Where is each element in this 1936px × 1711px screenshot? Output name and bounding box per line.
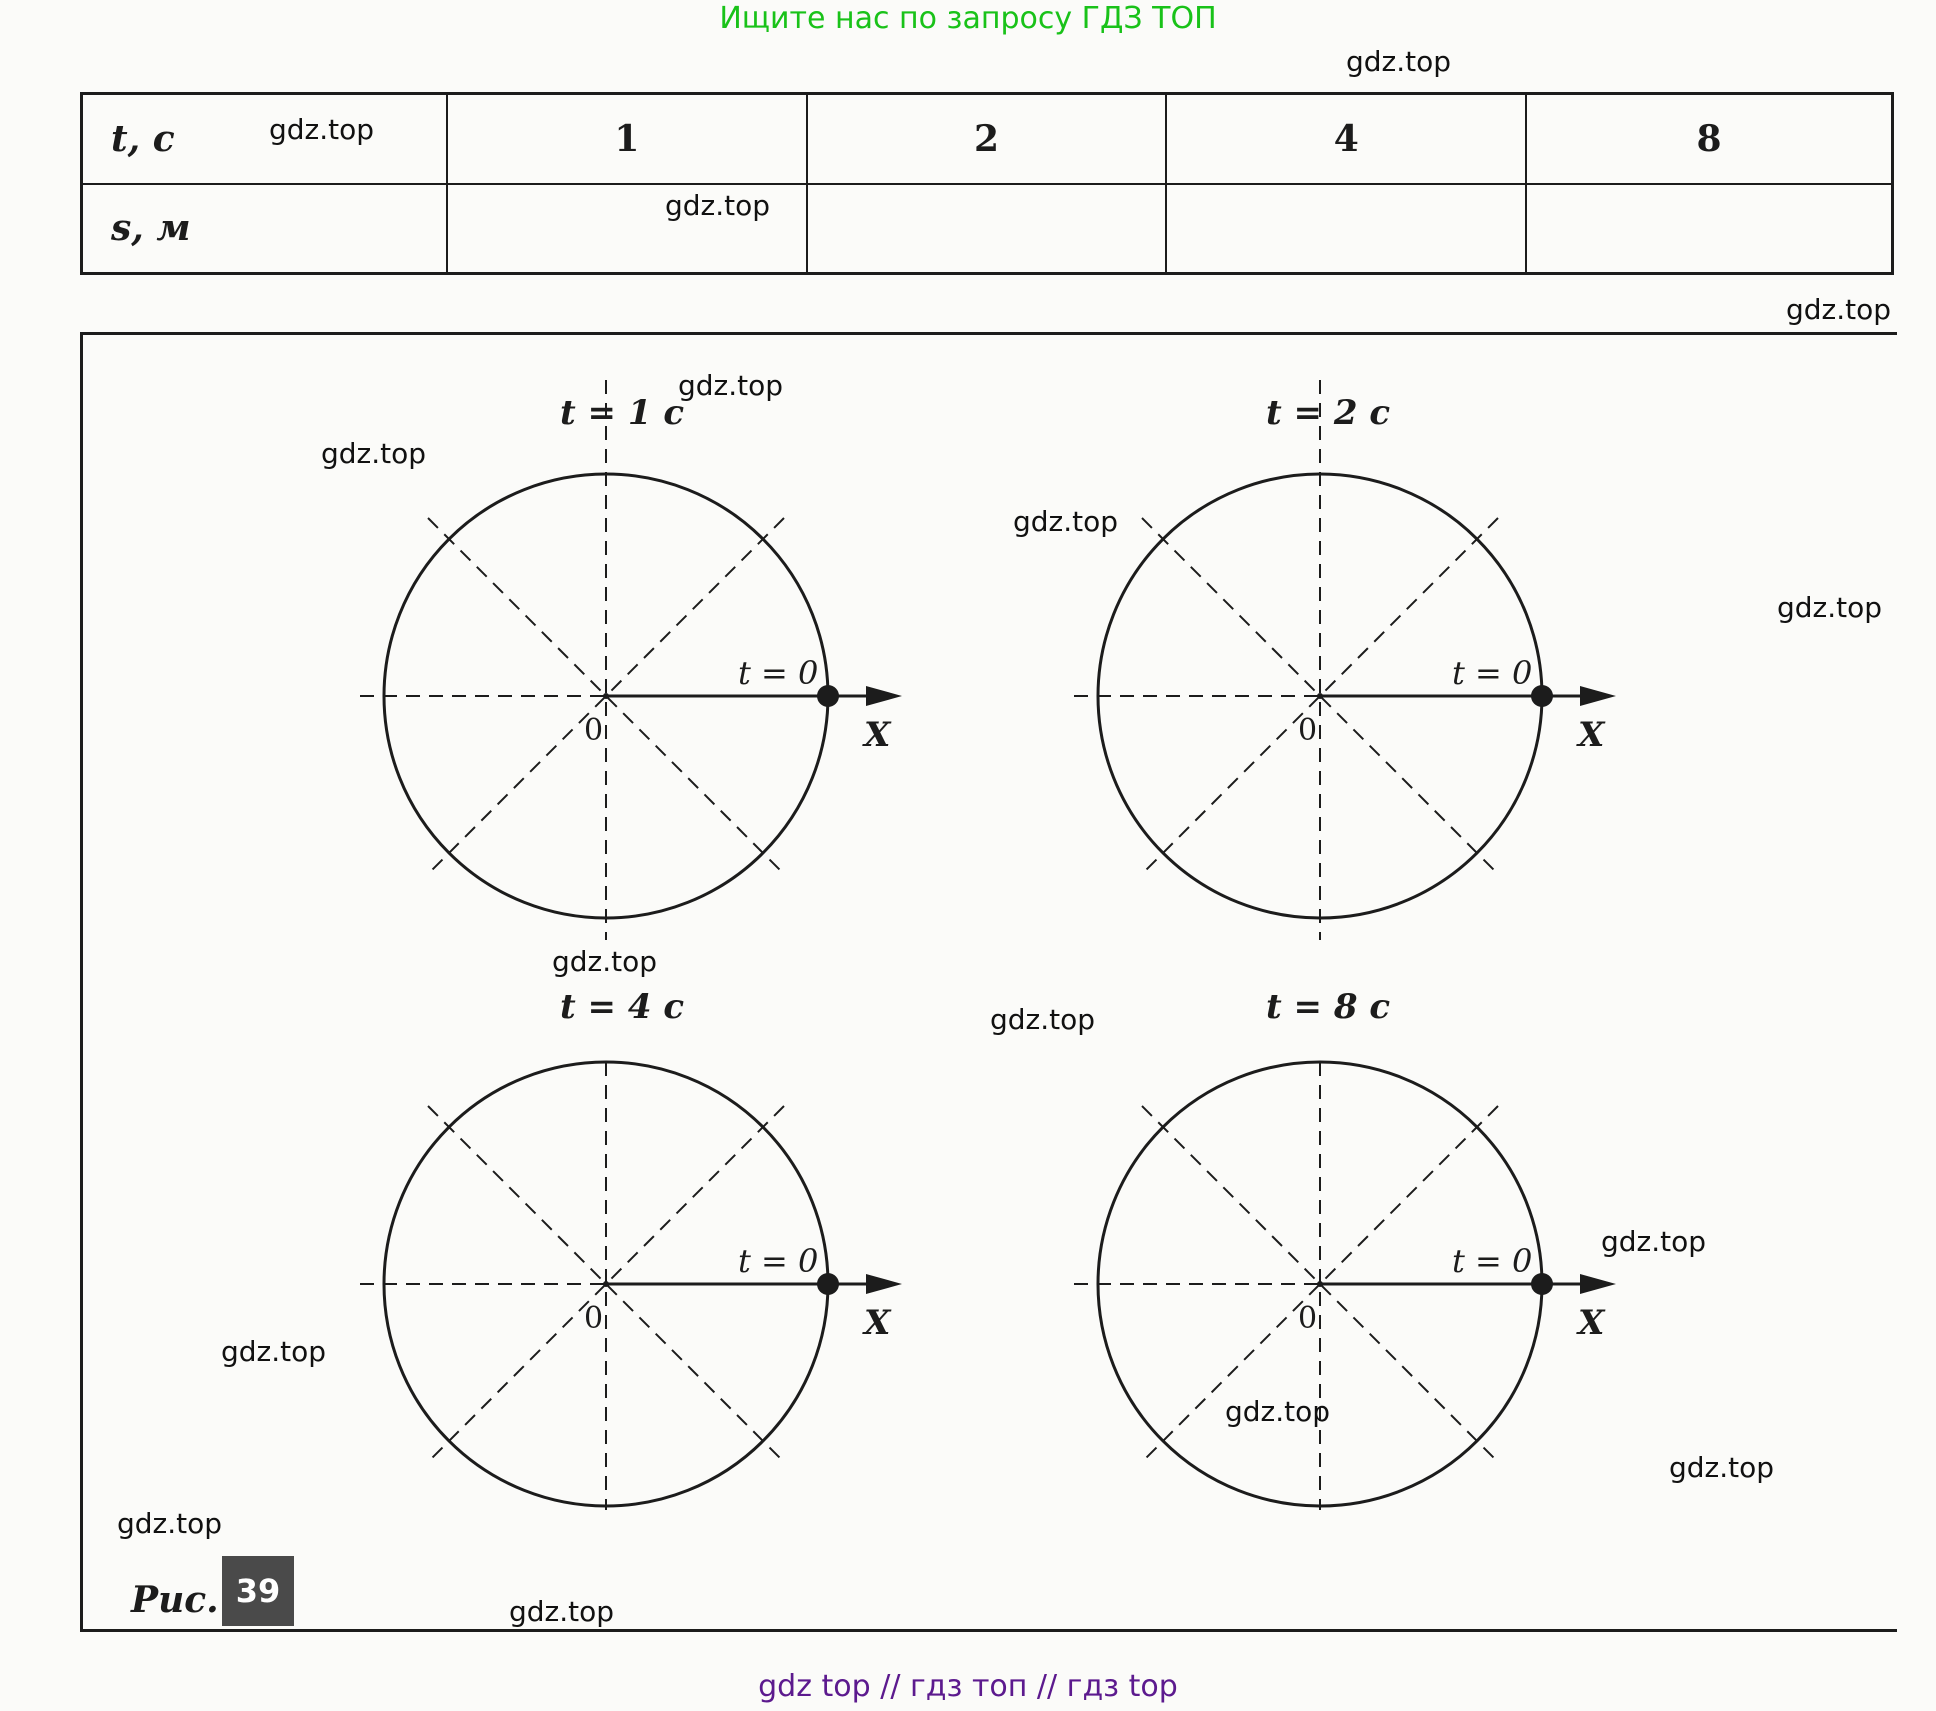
axis-label: X: [1578, 1303, 1605, 1343]
bottom-banner: gdz top // гдз топ // гдз top: [758, 1669, 1178, 1704]
start-point: [817, 1273, 839, 1295]
time-cell-2: 2: [807, 94, 1167, 184]
watermark: gdz.top: [1225, 1395, 1331, 1428]
axis-label: X: [864, 715, 891, 755]
watermark: gdz.top: [269, 113, 375, 146]
circle-diagram-2: [1074, 380, 1616, 940]
center-point: [1317, 693, 1323, 699]
watermark: gdz.top: [1669, 1451, 1775, 1484]
watermark: gdz.top: [1346, 45, 1452, 78]
arrowhead-icon: [1580, 1274, 1616, 1294]
arrowhead-icon: [1580, 686, 1616, 706]
start-label: t = 0: [738, 654, 819, 692]
watermark: gdz.top: [221, 1335, 327, 1368]
header-time: t, с: [82, 94, 448, 184]
arrowhead-icon: [866, 686, 902, 706]
start-label: t = 0: [738, 1242, 819, 1280]
time-cell-1: 1: [447, 94, 807, 184]
watermark: gdz.top: [321, 437, 427, 470]
axis-label: X: [1578, 715, 1605, 755]
center-point: [1317, 1281, 1323, 1287]
center-label: 0: [1298, 713, 1318, 748]
center-point: [603, 1281, 609, 1287]
watermark: gdz.top: [552, 945, 658, 978]
diagram-title: t = 2 с: [1266, 393, 1391, 433]
watermark: gdz.top: [1777, 591, 1883, 624]
watermark: gdz.top: [117, 1507, 223, 1540]
watermark: gdz.top: [509, 1595, 615, 1628]
watermark: gdz.top: [665, 189, 771, 222]
circle-diagram-3: [360, 987, 902, 1510]
watermark: gdz.top: [1601, 1225, 1707, 1258]
watermark: gdz.top: [990, 1003, 1096, 1036]
diagram-title: t = 1 с: [560, 393, 685, 433]
center-point: [603, 693, 609, 699]
watermark: gdz.top: [678, 369, 784, 402]
figure-label: Рис.: [131, 1579, 219, 1621]
header-distance: s, м: [82, 184, 448, 274]
circle-diagram-4: [1074, 987, 1616, 1510]
watermark: gdz.top: [1013, 505, 1119, 538]
time-cell-4: 8: [1526, 94, 1892, 184]
arrowhead-icon: [866, 1274, 902, 1294]
axis-label: X: [864, 1303, 891, 1343]
circle-diagram-1: [360, 380, 902, 940]
start-label: t = 0: [1452, 654, 1533, 692]
time-cell-3: 4: [1166, 94, 1526, 184]
start-point: [817, 685, 839, 707]
center-label: 0: [1298, 1301, 1318, 1336]
diagram-title: t = 8 с: [1266, 987, 1391, 1027]
center-label: 0: [584, 1301, 604, 1336]
start-point: [1531, 1273, 1553, 1295]
watermark: gdz.top: [1786, 293, 1892, 326]
diagram-title: t = 4 с: [560, 987, 685, 1027]
figure-number: 39: [222, 1556, 294, 1626]
center-label: 0: [584, 713, 604, 748]
start-point: [1531, 685, 1553, 707]
top-banner: Ищите нас по запросу ГДЗ ТОП: [719, 1, 1217, 36]
start-label: t = 0: [1452, 1242, 1533, 1280]
